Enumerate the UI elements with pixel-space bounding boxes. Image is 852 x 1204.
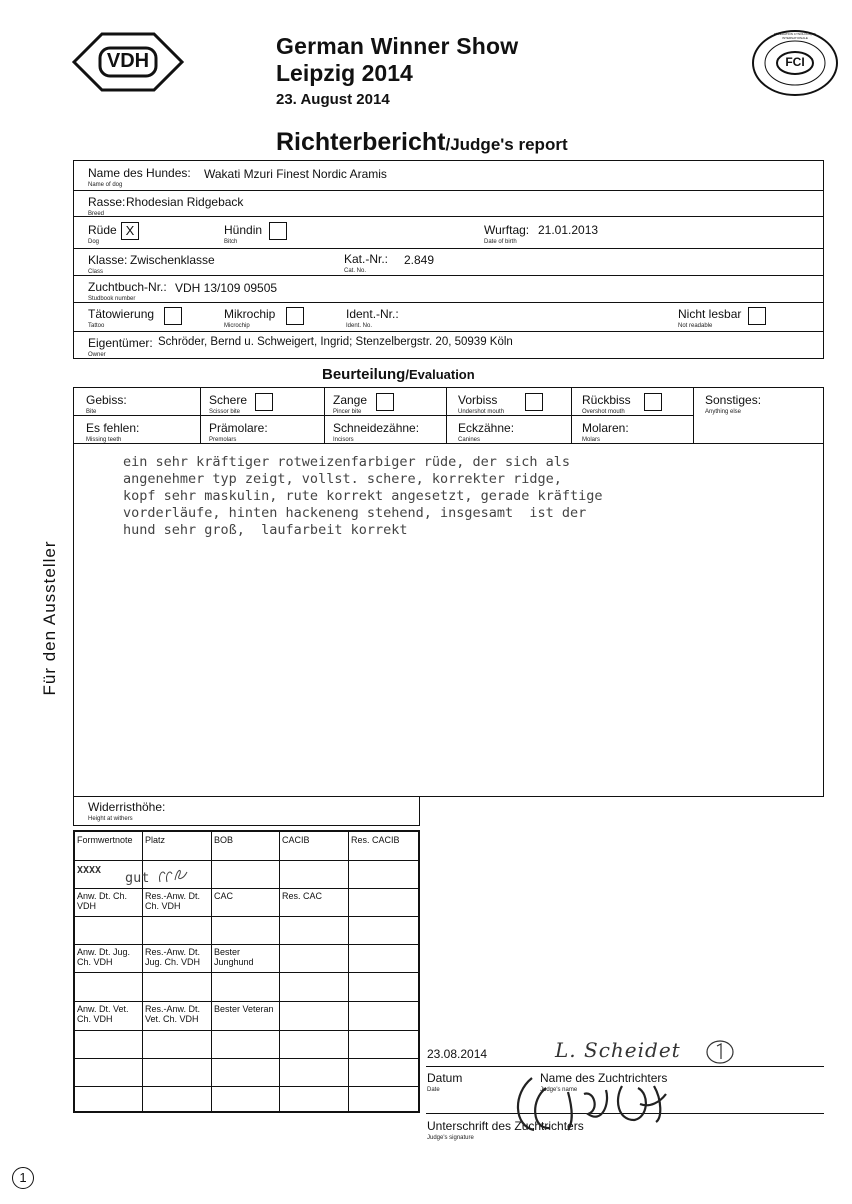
undershot-checkbox[interactable] (525, 393, 543, 411)
name-label: Name des Hundes: (88, 166, 191, 180)
premolars-sub: Premolars (209, 437, 237, 443)
grades-table (73, 830, 420, 1113)
grade-anw-jug: Anw. Dt. Jug. Ch. VDH (77, 947, 131, 967)
grade-header-bob: BOB (214, 835, 234, 845)
grade-anw-dt-ch: Anw. Dt. Ch. VDH (77, 891, 128, 911)
studbook-label: Zuchtbuch-Nr.: (88, 280, 167, 294)
canines-label: Eckzähne: (458, 421, 515, 435)
evaluation-title (322, 366, 475, 384)
molars-label: Molaren: (582, 421, 629, 435)
show-date: 23. August 2014 (276, 91, 390, 108)
owner-value: Schröder, Bernd u. Schweigert, Ingrid; Stenzelbergstr. 20, 50939 Köln (158, 336, 513, 348)
dog-name: Wakati Mzuri Finest Nordic Aramis (204, 167, 387, 181)
undershot-label: Vorbiss (458, 393, 498, 407)
cat-label: Kat.-Nr.: (344, 252, 389, 266)
judge-name-label: Name des Zuchtrichters (540, 1071, 668, 1085)
grade-header-res-cacib: Res. CACIB (351, 835, 400, 845)
grade-header-formwert: Formwertnote (77, 835, 133, 845)
scissor-sub: Scissor bite (209, 409, 241, 415)
pincer-checkbox[interactable] (376, 393, 394, 411)
side-text: Für den Aussteller (40, 540, 59, 696)
height-box (73, 796, 420, 826)
report-title-de: Richterbericht (276, 128, 446, 156)
report-title (276, 128, 568, 157)
grade-header-cacib: CACIB (282, 835, 310, 845)
page-number (12, 1167, 34, 1189)
female-sub: Bitch (224, 239, 238, 245)
dob-value: 21.01.2013 (538, 223, 599, 237)
judge-name-handwritten: L. Scheidet (555, 1038, 681, 1062)
grade-res-cac: Res. CAC (282, 891, 323, 901)
incisors-sub: Incisors (333, 437, 354, 443)
grade-initials (157, 864, 193, 891)
sig-sub: Judge's signature (427, 1135, 474, 1141)
scissor-checkbox[interactable] (255, 393, 273, 411)
judge-name-sub: Judge's name (540, 1087, 578, 1093)
grade-res-anw-jug: Res.-Anw. Dt. Jug. Ch. VDH (145, 947, 201, 967)
evaluation-text (123, 454, 603, 539)
owner-label: Eigentümer: (88, 336, 153, 350)
height-sub: Height at withers (88, 816, 133, 822)
page-number-text: 1 (19, 1170, 27, 1185)
female-label: Hündin (224, 223, 263, 237)
name-sub: Name of dog (88, 182, 123, 188)
breed-label: Rasse: (88, 195, 126, 209)
grade-header-platz: Platz (145, 835, 166, 845)
fci-ring-text: FÉDÉRATION CYNOLOGIQUE INTERNATIONALE (773, 32, 817, 40)
chip-sub: Microchip (224, 323, 250, 329)
date-sub: Date (427, 1087, 440, 1093)
canines-sub: Canines (458, 437, 481, 443)
class-label: Klasse: (88, 253, 128, 267)
molars-sub: Molars (582, 437, 601, 443)
ident-sub: Ident. No. (346, 323, 373, 329)
grade-value: gut (125, 870, 150, 886)
premolars-label: Prämolare: (209, 421, 268, 435)
evaluation-line: ein sehr kräftiger rotweizenfarbiger rüde, der sich als (123, 454, 571, 470)
scissor-label: Schere (209, 393, 248, 407)
studbook-value: VDH 13/109 09505 (175, 281, 278, 295)
pincer-label: Zange (333, 393, 368, 407)
grade-cac: CAC (214, 891, 234, 901)
class-sub: Class (88, 269, 104, 275)
class-value: Zwischenklasse (130, 253, 215, 267)
female-checkbox[interactable] (269, 222, 287, 240)
fci-logo (750, 28, 840, 98)
grade-bester-veteran: Bester Veteran (214, 1004, 274, 1014)
owner-sub: Owner (88, 352, 106, 358)
evaluation-line: angenehmer typ zeigt, vollst. schere, korrekter ridge, (123, 471, 562, 487)
breed-sub: Breed (88, 211, 105, 217)
evaluation-line: kopf sehr maskulin, rute korrekt angesetzt, gerade kräftige (123, 488, 603, 504)
male-checkbox[interactable]: X (121, 222, 139, 240)
report-title-en: /Judge's report (445, 135, 568, 154)
bite-sub: Bite (86, 409, 97, 415)
missing-sub: Missing teeth (86, 437, 122, 443)
tattoo-sub: Tattoo (88, 323, 105, 329)
sig-label: Unterschrift des Zuchtrichters (427, 1119, 584, 1133)
grade-bester-junghund: Bester Junghund (214, 947, 254, 967)
dog-info-box (73, 160, 824, 359)
evaluation-title-en: /Evaluation (405, 367, 475, 382)
cat-sub: Cat. No. (344, 268, 367, 274)
cat-value: 2.849 (404, 253, 435, 267)
tattoo-label: Tätowierung (88, 307, 155, 321)
undershot-sub: Undershot mouth (458, 409, 505, 415)
date-label: Datum (427, 1071, 463, 1085)
chip-checkbox[interactable] (286, 307, 304, 325)
date-value: 23.08.2014 (427, 1047, 488, 1061)
vdh-logo-text: VDH (106, 50, 150, 72)
other-label: Sonstiges: (705, 393, 762, 407)
dob-label: Wurftag: (484, 223, 530, 237)
other-sub: Anything else (705, 409, 742, 415)
evaluation-line: hund sehr groß, laufarbeit korrekt (123, 522, 408, 538)
tattoo-checkbox[interactable] (164, 307, 182, 325)
unreadable-checkbox[interactable] (748, 307, 766, 325)
overshot-label: Rückbiss (582, 393, 631, 407)
overshot-sub: Overshot mouth (582, 409, 625, 415)
unreadable-label: Nicht lesbar (678, 307, 742, 321)
grade-struck: XXXX (77, 865, 102, 876)
height-label: Widerristhöhe: (88, 800, 166, 814)
judge-signature (510, 1064, 680, 1141)
missing-label: Es fehlen: (86, 421, 140, 435)
male-sub: Dog (88, 239, 100, 245)
unreadable-sub: Not readable (678, 323, 713, 329)
breed-value: Rhodesian Ridgeback (126, 195, 244, 209)
evaluation-title-de: Beurteilung (322, 366, 406, 383)
grade-res-anw-dt-ch: Res.-Anw. Dt. Ch. VDH (145, 891, 201, 911)
overshot-checkbox[interactable] (644, 393, 662, 411)
dob-sub: Date of birth (484, 239, 517, 245)
bite-label: Gebiss: (86, 393, 127, 407)
show-title-2: Leipzig 2014 (276, 60, 413, 86)
ident-label: Ident.-Nr.: (346, 307, 399, 321)
grade-anw-vet: Anw. Dt. Vet. Ch. VDH (77, 1004, 129, 1024)
show-title-1: German Winner Show (276, 33, 519, 59)
grade-res-anw-vet: Res.-Anw. Dt. Vet. Ch. VDH (145, 1004, 201, 1024)
male-label: Rüde (88, 223, 117, 237)
studbook-sub: Studbook number (88, 296, 136, 302)
evaluation-box (73, 387, 824, 797)
fci-logo-text: FCI (785, 55, 805, 69)
incisors-label: Schneidezähne: (333, 421, 420, 435)
chip-label: Mikrochip (224, 307, 276, 321)
evaluation-line: vorderläufe, hinten hackeneng stehend, insgesamt ist der (123, 505, 587, 521)
vdh-logo (72, 30, 184, 94)
pincer-sub: Pincer bite (333, 409, 362, 415)
